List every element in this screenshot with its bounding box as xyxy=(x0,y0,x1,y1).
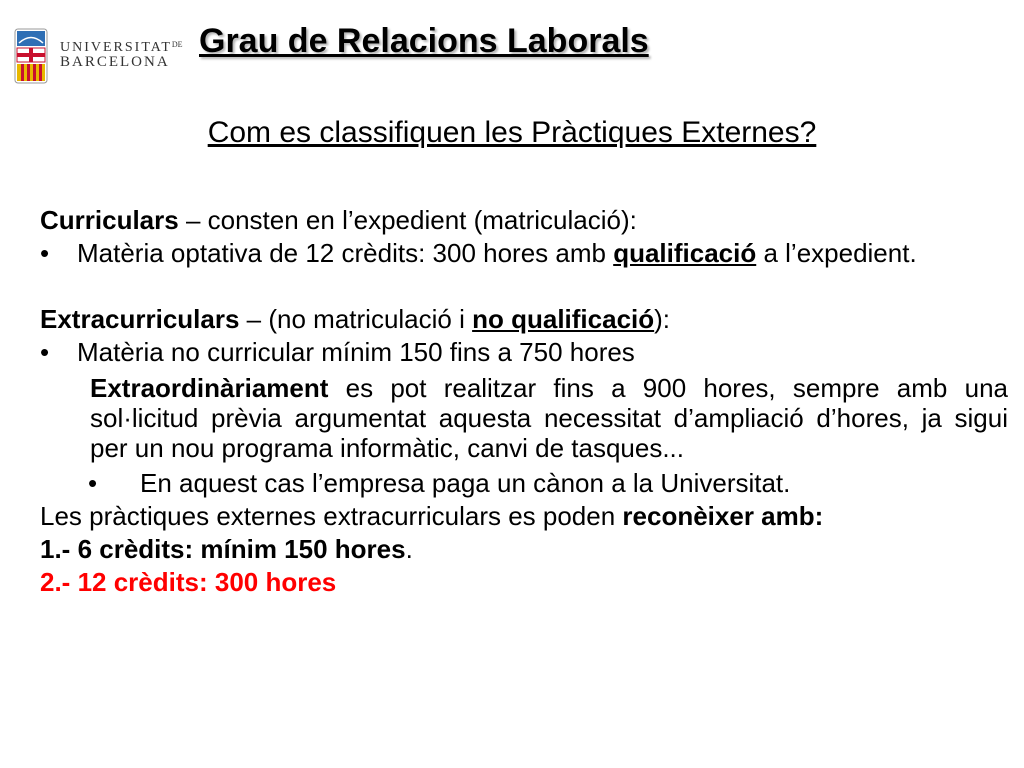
extracurriculars-label: Extracurriculars xyxy=(40,304,240,334)
curriculars-bullet xyxy=(40,237,1008,270)
extracurriculars-heading xyxy=(40,303,1008,336)
university-logo xyxy=(14,28,183,84)
bullet-icon: • xyxy=(40,238,50,268)
curriculars-label: Curriculars xyxy=(40,205,179,235)
extracurriculars-bullet xyxy=(40,336,1008,369)
university-seal-icon xyxy=(14,28,48,84)
extraordinary-label: Extraordinàriament xyxy=(90,373,329,403)
recognition-intro-bold: reconèixer amb: xyxy=(622,501,824,531)
curriculars-description: – consten en l’expedient (matriculació): xyxy=(178,205,637,235)
curriculars-bullet-text xyxy=(77,237,1008,270)
extraordinary-text: es pot realitzar fins a 900 hores, sempre amb una sol·licitud prèvia argumentat aquesta necessitat d’ampliació d’hores, ja sigui per un nou programa informàtic, canvi de tasques... xyxy=(90,373,1008,463)
extracurriculars-pre: – (no matriculació i xyxy=(239,304,473,334)
logo-line-1: UNIVERSITAT xyxy=(60,39,172,55)
no-qualification-emphasis: no qualificació xyxy=(472,304,655,334)
recognition-option-1 xyxy=(40,533,1008,566)
recognition-intro-text: Les pràctiques externes extracurriculars es poden xyxy=(40,501,623,531)
recognition-intro xyxy=(40,500,1008,533)
fee-bullet-text: En aquest cas l’empresa paga un cànon a la Universitat. xyxy=(140,468,791,498)
extraordinary-paragraph xyxy=(40,373,1008,463)
extracurriculars-bullet-text: Matèria no curricular mínim 150 fins a 750 hores xyxy=(77,337,635,367)
bullet-icon: • xyxy=(40,337,50,367)
qualification-emphasis: qualificació xyxy=(613,238,757,268)
slide-subtitle: Com es classifiquen les Pràctiques Externes? xyxy=(207,116,817,149)
curriculars-heading xyxy=(40,204,1008,237)
slide-content xyxy=(40,204,1008,599)
logo-line-2: BARCELONA xyxy=(60,54,170,71)
extracurriculars-post: ): xyxy=(654,304,671,334)
curriculars-bullet-post: a l’expedient. xyxy=(756,238,917,268)
logo-line-1-suffix: DE xyxy=(171,39,183,49)
bullet-icon: • xyxy=(88,468,98,498)
recognition-option-2: 2.- 12 crèdits: 300 hores xyxy=(40,567,337,597)
curriculars-bullet-pre: Matèria optativa de 12 crèdits: 300 hores amb xyxy=(77,238,614,268)
option-1-tail: . xyxy=(405,534,413,564)
fee-bullet xyxy=(40,467,1008,500)
page-title: Grau de Relacions Laborals xyxy=(199,22,649,60)
option-1-text: 1.- 6 crèdits: mínim 150 hores xyxy=(40,534,406,564)
